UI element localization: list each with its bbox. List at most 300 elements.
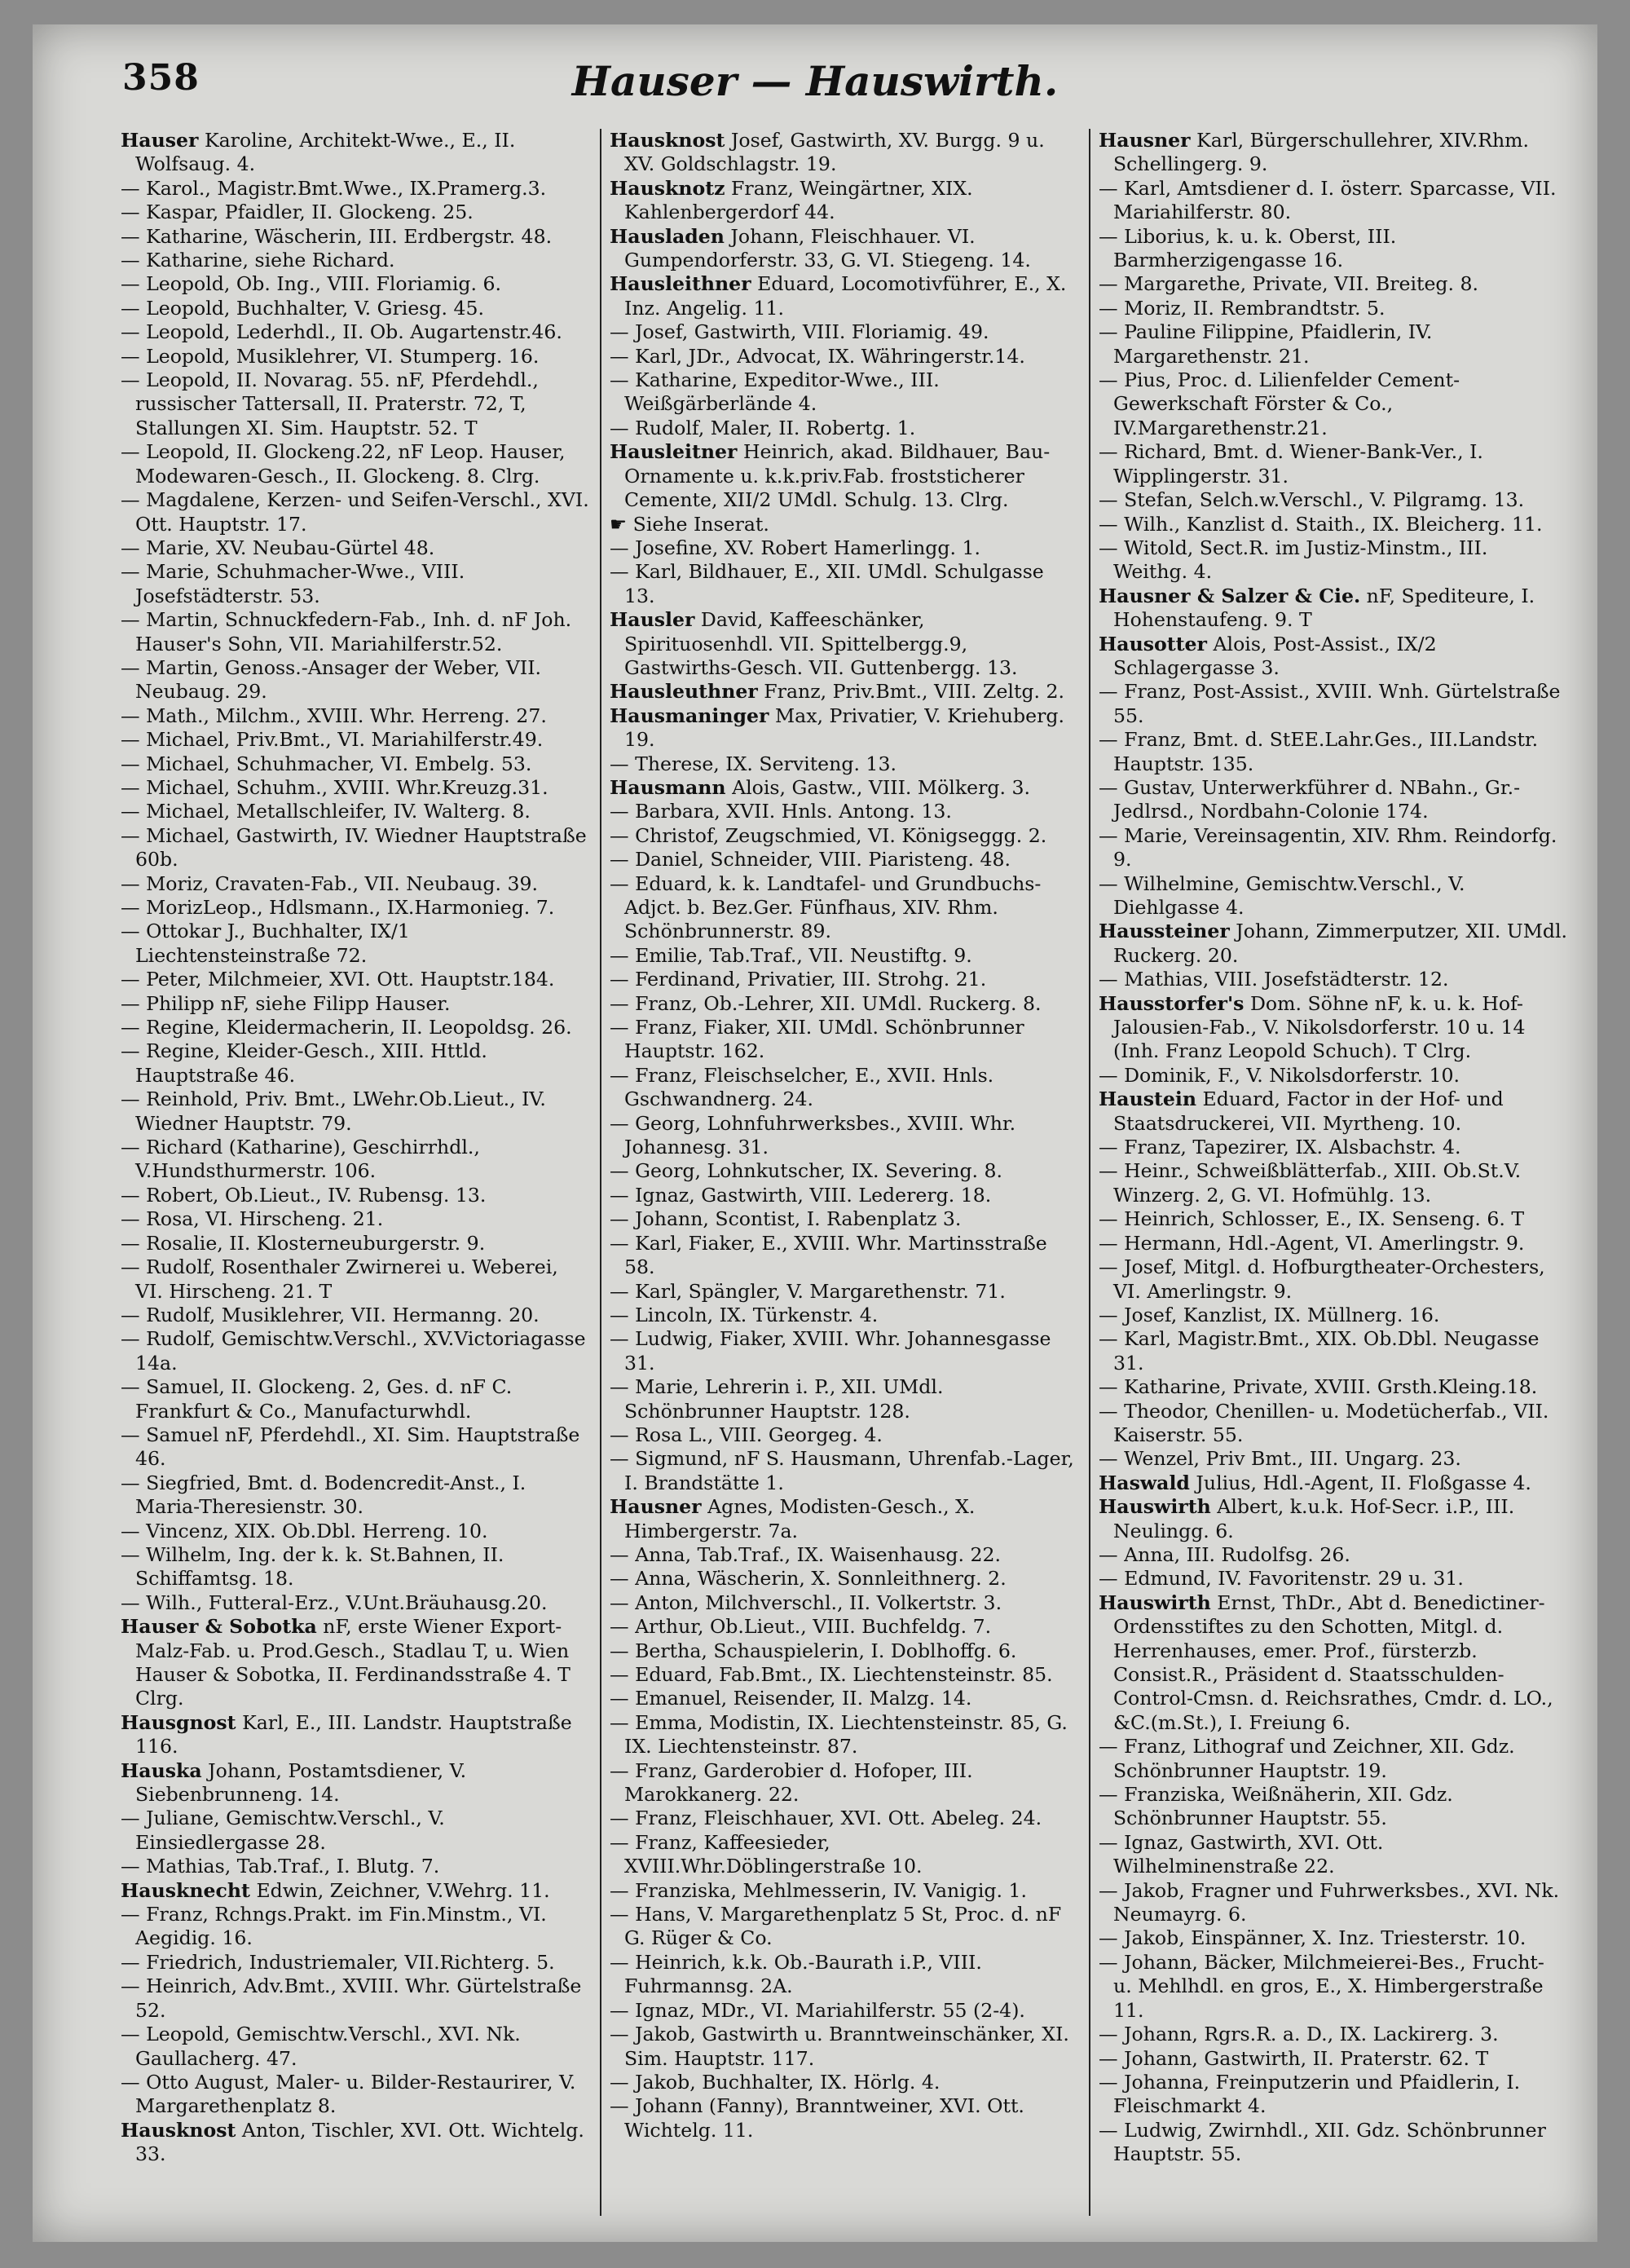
entry-text: — Mathias, Tab.Traf., I. Blutg. 7. xyxy=(121,1855,440,1878)
entry-text: — Karl, Magistr.Bmt., XIX. Ob.Dbl. Neugasse 31. xyxy=(1099,1327,1540,1374)
directory-entry xyxy=(610,608,1078,680)
entry-text: — Heinrich, Schlosser, E., IX. Senseng. 6. T xyxy=(1099,1207,1525,1231)
directory-entry xyxy=(121,2023,589,2071)
entry-text: — Edmund, IV. Favoritenstr. 29 u. 31. xyxy=(1099,1567,1464,1591)
entry-text: — Karl, JDr., Advocat, IX. Währingerstr.14. xyxy=(610,344,1025,368)
directory-entry xyxy=(121,1615,589,1711)
directory-entry xyxy=(121,368,589,440)
entry-text: — Ludwig, Zwirnhdl., XII. Gdz. Schönbrunner Hauptstr. 55. xyxy=(1099,2118,1546,2166)
entry-text: — Liborius, k. u. k. Oberst, III. Barmherzigengasse 16. xyxy=(1099,224,1397,272)
entry-text: — Vincenz, XIX. Ob.Dbl. Herreng. 10. xyxy=(121,1519,488,1542)
directory-entry xyxy=(121,536,589,560)
entry-text: — Anna, Tab.Traf., IX. Waisenhausg. 22. xyxy=(610,1542,1002,1566)
entry-text: — Marie, Schuhmacher-Wwe., VIII. Josefstädterstr. 53. xyxy=(121,560,465,607)
entry-text: — Moriz, II. Rembrandtstr. 5. xyxy=(1099,296,1386,320)
entry-text: — Franziska, Mehlmesserin, IV. Vanigig. 1. xyxy=(610,1878,1028,1902)
entry-text: — Marie, Vereinsagentin, XIV. Rhm. Reindorfg. 9. xyxy=(1099,823,1557,871)
entry-text: — Michael, Schuhmacher, VI. Embelg. 53. xyxy=(121,752,532,775)
entry-text: — Georg, Lohnfuhrwerksbes., XVIII. Whr. Johannesg. 31. xyxy=(610,1111,1016,1159)
entry-text: — Katharine, siehe Richard. xyxy=(121,249,395,272)
entry-text: — Franz, Fiaker, XII. UMdl. Schönbrunner Hauptstr. 162. xyxy=(610,1016,1024,1063)
directory-entry xyxy=(121,2071,589,2119)
entry-text: — Josef, Kanzlist, IX. Müllnerg. 16. xyxy=(1099,1303,1440,1326)
directory-entry xyxy=(610,1591,1078,1615)
column-1 xyxy=(121,129,589,2224)
directory-entry xyxy=(121,1184,589,1207)
entry-text: — Emma, Modistin, IX. Liechtensteinstr. 85, G. IX. Liechtensteinstr. 87. xyxy=(610,1710,1068,1758)
entry-text: Dom. Söhne nF, k. u. k. Hof-Jalousien-Fab., V. Nikolsdorferstr. 10 u. 14 (Inh. Franz Leopold Schuch). T Clrg. xyxy=(1113,991,1526,1063)
entry-text: — Peter, Milchmeier, XVI. Ott. Hauptstr.184. xyxy=(121,968,555,991)
directory-page xyxy=(33,24,1597,2242)
entry-surname: Hausleitner xyxy=(610,440,738,464)
directory-entry xyxy=(1099,2119,1567,2167)
entry-text: — Gustav, Unterwerkführer d. NBahn., Gr.-Jedlrsd., Nordbahn-Colonie 174. xyxy=(1099,775,1521,823)
entry-text: — Rudolf, Gemischtw.Verschl., XV.Victoriagasse 14a. xyxy=(121,1327,586,1374)
entry-text: — Philipp nF, siehe Filipp Hauser. xyxy=(121,991,451,1015)
directory-entry xyxy=(610,368,1078,417)
directory-entry xyxy=(610,1543,1078,1567)
directory-entry xyxy=(1099,1735,1567,1783)
entry-surname: Hausladen xyxy=(610,224,725,248)
entry-surname: Hausmann xyxy=(610,775,726,799)
directory-entry xyxy=(610,129,1078,177)
directory-entry xyxy=(1099,1447,1567,1471)
directory-entry xyxy=(610,1280,1078,1304)
entry-text: — Jakob, Fragner und Fuhrwerksbes., XVI. Nk. Neumayrg. 6. xyxy=(1099,1878,1560,1926)
directory-entry xyxy=(610,1495,1078,1543)
directory-entry xyxy=(610,272,1078,320)
directory-entry xyxy=(121,704,589,728)
entry-text: — Leopold, Musiklehrer, VI. Stumperg. 16. xyxy=(121,344,540,368)
directory-entry xyxy=(121,920,589,968)
entry-text: — Eduard, k. k. Landtafel- und Grundbuchs-Adjct. b. Bez.Ger. Fünfhaus, XIV. Rhm. Schönbrunnerstr. 89. xyxy=(610,871,1042,943)
directory-entry xyxy=(610,1903,1078,1951)
directory-entry xyxy=(121,1136,589,1184)
entry-text: — Ignaz, MDr., VI. Mariahilferstr. 55 (2-4). xyxy=(610,1998,1025,2022)
directory-entry xyxy=(610,1159,1078,1183)
entry-surname: Hauser & Sobotka xyxy=(121,1615,317,1639)
entry-text: — Michael, Gastwirth, IV. Wiedner Hauptstraße 60b. xyxy=(121,823,587,871)
entry-text: — Karl, Fiaker, E., XVIII. Whr. Martinsstraße 58. xyxy=(610,1231,1047,1279)
directory-entry xyxy=(121,1975,589,2023)
entry-text: — Magdalene, Kerzen- und Seifen-Verschl., XVI. Ott. Hauptstr. 17. xyxy=(121,488,589,536)
directory-entry xyxy=(610,968,1078,991)
entry-surname: Haswald xyxy=(1099,1471,1190,1494)
entry-text: — Michael, Schuhm., XVIII. Whr.Kreuzg.31. xyxy=(121,775,548,799)
entry-text: Heinrich, akad. Bildhauer, Bau-Ornamente u. k.k.priv.Fab. froststicherer Cemente, XII/2 UMdl. Schulg. 13. Clrg. xyxy=(624,440,1051,512)
directory-entry xyxy=(610,560,1078,608)
entry-text: — Franz, Fleischselcher, E., XVII. Hnls. Gschwandnerg. 24. xyxy=(610,1063,994,1111)
entry-text: — Franz, Ob.-Lehrer, XII. UMdl. Ruckerg. 8. xyxy=(610,991,1042,1015)
directory-entry xyxy=(121,129,589,177)
directory-entry xyxy=(610,1951,1078,1999)
entry-text: — Johann (Fanny), Branntweiner, XVI. Ott. Wichtelg. 11. xyxy=(610,2094,1024,2142)
page-header xyxy=(33,57,1597,122)
directory-entry xyxy=(610,1759,1078,1807)
entry-text: — Heinr., Schweißblätterfab., XIII. Ob.St.V. Winzerg. 2, G. VI. Hofmühlg. 13. xyxy=(1099,1159,1522,1207)
entry-text: — Katharine, Private, XVIII. Grsth.Kleing.18. xyxy=(1099,1375,1538,1399)
directory-entry xyxy=(1099,368,1567,440)
entry-text: — Leopold, Gemischtw.Verschl., XVI. Nk. Gaullacherg. 47. xyxy=(121,2023,521,2070)
entry-text: — Leopold, Ob. Ing., VIII. Floriamig. 6. xyxy=(121,272,501,296)
entry-text: nF, erste Wiener Export-Malz-Fab. u. Prod.Gesch., Stadlau T, u. Wien Hauser & Sobotka, II. Ferdinandsstraße 4. T Clrg. xyxy=(135,1615,570,1710)
entry-text: — Jakob, Gastwirth u. Branntweinschänker, XI. Sim. Hauptstr. 117. xyxy=(610,2023,1069,2070)
directory-entry xyxy=(121,1255,589,1304)
entry-surname: Haustein xyxy=(1099,1088,1197,1111)
directory-entry xyxy=(610,2094,1078,2142)
directory-entry xyxy=(610,440,1078,512)
directory-entry xyxy=(1099,488,1567,512)
directory-entry xyxy=(121,968,589,991)
entry-surname: Hausotter xyxy=(1099,632,1207,655)
directory-entry xyxy=(121,992,589,1016)
entry-text: Johann, Zimmerputzer, XII. UMdl. Ruckerg. 20. xyxy=(1113,920,1567,967)
directory-entry xyxy=(121,201,589,224)
entry-text: — Barbara, XVII. Hnls. Antong. 13. xyxy=(610,800,952,823)
directory-entry xyxy=(610,1327,1078,1375)
entry-text: — Stefan, Selch.w.Verschl., V. Pilgramg. 13. xyxy=(1099,488,1525,512)
entry-text: — Friedrich, Industriemaler, VII.Richterg. 5. xyxy=(121,1950,555,1974)
entry-text: Agnes, Modisten-Gesch., X. Himbergerstr. 7a. xyxy=(624,1495,976,1542)
entry-text: — Michael, Priv.Bmt., VI. Mariahilferstr.49. xyxy=(121,728,544,752)
directory-entry xyxy=(610,776,1078,800)
entry-text: ☛ Siehe Inserat. xyxy=(610,512,769,536)
entry-columns xyxy=(121,129,1571,2224)
directory-entry xyxy=(1099,1159,1567,1207)
entry-text: — Otto August, Maler- u. Bilder-Restaurirer, V. Margarethenplatz 8. xyxy=(121,2070,576,2118)
entry-text: — Ludwig, Fiaker, XVIII. Whr. Johannesgasse 31. xyxy=(610,1327,1051,1374)
directory-entry xyxy=(1099,585,1567,633)
entry-surname: Hausner xyxy=(1099,129,1191,152)
directory-entry xyxy=(121,1016,589,1039)
directory-entry xyxy=(610,944,1078,968)
entry-text: — Emilie, Tab.Traf., VII. Neustiftg. 9. xyxy=(610,943,972,967)
entry-surname: Hausler xyxy=(610,608,695,632)
entry-text: — Samuel nF, Pferdehdl., XI. Sim. Hauptstraße 46. xyxy=(121,1423,580,1471)
entry-surname: Hausstorfer's xyxy=(1099,991,1245,1015)
directory-entry xyxy=(1099,776,1567,824)
directory-entry xyxy=(610,1999,1078,2023)
column-3 xyxy=(1099,129,1567,2224)
directory-entry xyxy=(1099,920,1567,968)
directory-entry xyxy=(121,608,589,656)
directory-entry xyxy=(121,560,589,608)
directory-entry xyxy=(121,1591,589,1615)
directory-entry xyxy=(610,2071,1078,2094)
directory-entry xyxy=(1099,297,1567,320)
entry-text: Franz, Priv.Bmt., VIII. Zeltg. 2. xyxy=(757,680,1065,704)
entry-text: — Theodor, Chenillen- u. Modetücherfab., VII. Kaiserstr. 55. xyxy=(1099,1399,1549,1446)
entry-text: — Richard, Bmt. d. Wiener-Bank-Ver., I. Wipplingerstr. 31. xyxy=(1099,440,1483,488)
entry-text: Albert, k.u.k. Hof-Secr. i.P., III. Neulingg. 6. xyxy=(1113,1495,1515,1542)
entry-text: — Jakob, Buchhalter, IX. Hörlg. 4. xyxy=(610,2070,941,2094)
entry-surname: Hausmaninger xyxy=(610,704,769,727)
directory-entry xyxy=(1099,1591,1567,1735)
entry-text: — Witold, Sect.R. im Justiz-Minstm., III. Weithg. 4. xyxy=(1099,536,1488,584)
entry-text: — Johann, Gastwirth, II. Praterstr. 62. T xyxy=(1099,2046,1489,2070)
entry-text: — Katharine, Wäscherin, III. Erdbergstr. 48. xyxy=(121,224,553,248)
directory-entry xyxy=(610,992,1078,1016)
entry-surname: Hauser xyxy=(121,129,199,152)
directory-entry xyxy=(1099,1400,1567,1448)
directory-entry xyxy=(1099,1375,1567,1399)
entry-text: — Franziska, Weißnäherin, XII. Gdz. Schönbrunner Hauptstr. 55. xyxy=(1099,1783,1453,1830)
directory-entry xyxy=(610,320,1078,344)
directory-entry xyxy=(1099,2047,1567,2071)
entry-text: — Franz, Tapezirer, IX. Alsbachstr. 4. xyxy=(1099,1136,1461,1159)
entry-text: — Siegfried, Bmt. d. Bodencredit-Anst., I. Maria-Theresienstr. 30. xyxy=(121,1471,526,1519)
directory-entry xyxy=(610,1423,1078,1447)
directory-entry xyxy=(1099,1567,1567,1591)
directory-entry xyxy=(610,1807,1078,1830)
directory-entry xyxy=(610,704,1078,752)
entry-text: Johann, Postamtsdiener, V. Siebenbrunneng. 14. xyxy=(135,1758,467,1807)
directory-entry xyxy=(121,297,589,320)
entry-surname: Hausgnost xyxy=(121,1710,236,1734)
entry-text: — Franz, Kaffeesieder, XVIII.Whr.Döblingerstraße 10. xyxy=(610,1830,923,1878)
directory-entry xyxy=(121,1951,589,1975)
directory-entry xyxy=(1099,1879,1567,1927)
entry-text: — Leopold, Buchhalter, V. Griesg. 45. xyxy=(121,296,485,320)
entry-text: — Leopold, Lederhdl., II. Ob. Augartenstr.46. xyxy=(121,320,562,344)
entry-text: — Hans, V. Margarethenplatz 5 St, Proc. d. nF G. Rüger & Co. xyxy=(610,1903,1062,1950)
directory-entry xyxy=(121,896,589,920)
directory-entry xyxy=(1099,1232,1567,1255)
entry-text: — Eduard, Fab.Bmt., IX. Liechtensteinstr. 85. xyxy=(610,1663,1053,1686)
directory-entry xyxy=(1099,824,1567,872)
entry-text: — Christof, Zeugschmied, VI. Königseggg. 2. xyxy=(610,823,1047,847)
entry-text: — Franz, Lithograf und Zeichner, XII. Gdz. Schönbrunner Hauptstr. 19. xyxy=(1099,1735,1515,1782)
directory-entry xyxy=(121,1039,589,1088)
entry-text: — Samuel, II. Glockeng. 2, Ges. d. nF C. Frankfurt & Co., Manufacturwhdl. xyxy=(121,1375,513,1423)
entry-text: — Ignaz, Gastwirth, XVI. Ott. Wilhelminenstraße 22. xyxy=(1099,1830,1384,1878)
directory-entry xyxy=(610,680,1078,704)
directory-entry xyxy=(610,2023,1078,2071)
entry-text: — Martin, Genoss.-Ansager der Weber, VII. Neubaug. 29. xyxy=(121,655,542,704)
entry-text: — Anna, Wäscherin, X. Sonnleithnerg. 2. xyxy=(610,1567,1007,1591)
directory-entry xyxy=(1099,1136,1567,1159)
entry-text: — Wilh., Futteral-Erz., V.Unt.Bräuhausg.20. xyxy=(121,1591,548,1614)
directory-entry xyxy=(610,1064,1078,1112)
entry-text: — Hermann, Hdl.-Agent, VI. Amerlingstr. 9. xyxy=(1099,1231,1525,1255)
entry-text: — Robert, Ob.Lieut., IV. Rubensg. 13. xyxy=(121,1183,487,1207)
entry-text: — Rosa L., VIII. Georgeg. 4. xyxy=(610,1423,883,1446)
entry-text: — Rudolf, Musiklehrer, VII. Hermanng. 20. xyxy=(121,1303,540,1326)
directory-entry xyxy=(610,1232,1078,1280)
directory-entry xyxy=(610,225,1078,273)
entry-text: — Therese, IX. Serviteng. 13. xyxy=(610,752,896,775)
entry-text: — Marie, Lehrerin i. P., XII. UMdl. Schönbrunner Hauptstr. 128. xyxy=(610,1375,944,1423)
entry-text: — Dominik, F., V. Nikolsdorferstr. 10. xyxy=(1099,1063,1460,1087)
entry-text: — Anton, Milchverschl., II. Volkertstr. 3. xyxy=(610,1591,1002,1614)
directory-entry xyxy=(610,1184,1078,1207)
entry-text: — Arthur, Ob.Lieut., VIII. Buchfeldg. 7. xyxy=(610,1615,992,1639)
entry-text: — Wenzel, Priv Bmt., III. Ungarg. 23. xyxy=(1099,1447,1461,1471)
directory-entry xyxy=(121,1327,589,1375)
entry-text: — Josef, Gastwirth, VIII. Floriamig. 49. xyxy=(610,320,989,344)
directory-entry xyxy=(121,488,589,536)
entry-text: — Sigmund, nF S. Hausmann, Uhrenfab.-Lager, I. Brandstätte 1. xyxy=(610,1447,1074,1494)
directory-entry xyxy=(121,800,589,823)
entry-text: — Josef, Mitgl. d. Hofburgtheater-Orchesters, VI. Amerlingstr. 9. xyxy=(1099,1255,1545,1303)
entry-text: — Johanna, Freinputzerin und Pfaidlerin, I. Fleischmarkt 4. xyxy=(1099,2070,1521,2118)
directory-entry xyxy=(610,752,1078,776)
entry-text: — Moriz, Cravaten-Fab., VII. Neubaug. 39. xyxy=(121,871,539,895)
entry-text: — Rosalie, II. Klosterneuburgerstr. 9. xyxy=(121,1231,486,1255)
directory-entry xyxy=(610,1615,1078,1639)
entry-text: — Michael, Metallschleifer, IV. Walterg. 8. xyxy=(121,800,531,823)
entry-text: — Franz, Garderobier d. Hofoper, III. Marokkanerg. 22. xyxy=(610,1758,973,1807)
directory-entry xyxy=(610,536,1078,560)
directory-entry xyxy=(1099,320,1567,368)
directory-entry xyxy=(121,872,589,896)
directory-entry xyxy=(610,1375,1078,1423)
directory-entry xyxy=(610,345,1078,368)
directory-entry xyxy=(610,1687,1078,1710)
directory-entry xyxy=(121,728,589,752)
entry-text: — Richard (Katharine), Geschirrhdl., V.Hundsthurmerstr. 106. xyxy=(121,1136,480,1183)
directory-entry xyxy=(610,417,1078,440)
entry-text: — Franz, Post-Assist., XVIII. Wnh. Gürtelstraße 55. xyxy=(1099,680,1561,727)
directory-entry xyxy=(1099,272,1567,296)
directory-entry xyxy=(1099,1472,1567,1495)
entry-text: — Heinrich, k.k. Ob.-Baurath i.P., VIII. Fuhrmannsg. 2A. xyxy=(610,1950,982,1998)
directory-entry xyxy=(121,1759,589,1807)
entry-text: David, Kaffeeschänker, Spirituosenhdl. VII. Spittelbergg.9, Gastwirths-Gesch. VII. Guttenbergg. 13. xyxy=(624,608,1018,679)
directory-entry xyxy=(610,1639,1078,1663)
entry-text: — Math., Milchm., XVIII. Whr. Herreng. 27. xyxy=(121,704,547,727)
directory-entry xyxy=(121,225,589,249)
entry-text: — Katharine, Expeditor-Wwe., III. Weißgärberlände 4. xyxy=(610,368,940,416)
directory-entry xyxy=(1099,1543,1567,1567)
entry-text: — Bertha, Schauspielerin, I. Doblhoffg. 6. xyxy=(610,1639,1017,1662)
entry-text: — Franz, Bmt. d. StEE.Lahr.Ges., III.Landstr. Hauptstr. 135. xyxy=(1099,728,1539,775)
directory-entry xyxy=(610,513,1078,536)
directory-entry xyxy=(610,1711,1078,1759)
entry-surname: Hausknotz xyxy=(610,176,725,200)
directory-entry xyxy=(610,1016,1078,1064)
entry-text: — Marie, XV. Neubau-Gürtel 48. xyxy=(121,536,435,559)
directory-entry xyxy=(121,1207,589,1231)
directory-entry xyxy=(121,345,589,368)
entry-text: Josef, Gastwirth, XV. Burgg. 9 u. XV. Goldschlagstr. 19. xyxy=(624,129,1045,176)
entry-text: — Emanuel, Reisender, II. Malzg. 14. xyxy=(610,1687,972,1710)
entry-text: — Wilh., Kanzlist d. Staith., IX. Bleicherg. 11. xyxy=(1099,512,1543,536)
entry-surname: Hausknost xyxy=(121,2118,236,2142)
entry-text: Edwin, Zeichner, V.Wehrg. 11. xyxy=(249,1878,550,1902)
directory-entry xyxy=(121,2119,589,2167)
entry-text: — Wilhelm, Ing. der k. k. St.Bahnen, II. Schiffamtsg. 18. xyxy=(121,1542,504,1591)
entry-text: Karl, E., III. Landstr. Hauptstraße 116. xyxy=(135,1710,572,1758)
entry-text: — Johann, Bäcker, Milchmeierei-Bes., Frucht- u. Mehlhdl. en gros, E., X. Himbergerstraße 11. xyxy=(1099,1950,1544,2022)
directory-entry xyxy=(610,1879,1078,1903)
directory-entry xyxy=(121,320,589,344)
entry-surname: Hausleithner xyxy=(610,272,751,296)
entry-text: — Franz, Fleischhauer, XVI. Ott. Abeleg. 24. xyxy=(610,1807,1042,1830)
entry-surname: Hausner & Salzer & Cie. xyxy=(1099,584,1361,607)
directory-entry xyxy=(1099,1304,1567,1327)
entry-text: — Mathias, VIII. Josefstädterstr. 12. xyxy=(1099,968,1449,991)
directory-entry xyxy=(121,1375,589,1423)
directory-entry xyxy=(1099,1495,1567,1543)
entry-text: — Kaspar, Pfaidler, II. Glockeng. 25. xyxy=(121,201,474,224)
entry-text: — Regine, Kleider-Gesch., XIII. Httld. Hauptstraße 46. xyxy=(121,1039,487,1087)
directory-entry xyxy=(1099,1064,1567,1088)
directory-entry xyxy=(121,1807,589,1855)
directory-entry xyxy=(1099,872,1567,920)
column-divider xyxy=(1089,129,1090,2216)
directory-entry xyxy=(1099,2023,1567,2046)
directory-entry xyxy=(610,177,1078,225)
entry-text: Johann, Fleischhauer. VI. Gumpendorferstr. 33, G. VI. Stiegeng. 14. xyxy=(624,224,1031,272)
entry-text: Eduard, Factor in der Hof- und Staatsdruckerei, VII. Myrtheng. 10. xyxy=(1113,1088,1504,1135)
directory-entry xyxy=(121,1304,589,1327)
directory-entry xyxy=(610,872,1078,944)
entry-text: — Pius, Proc. d. Lilienfelder Cement-Gewerkschaft Förster & Co., IV.Margarethenstr.21. xyxy=(1099,368,1460,439)
directory-entry xyxy=(1099,129,1567,177)
entry-text: — Rudolf, Rosenthaler Zwirnerei u. Weberei, VI. Hirscheng. 21. T xyxy=(121,1255,558,1303)
entry-surname: Hauswirth xyxy=(1099,1591,1211,1614)
column-2 xyxy=(610,129,1078,2224)
entry-text: — Ignaz, Gastwirth, VIII. Ledererg. 18. xyxy=(610,1183,992,1207)
entry-text: Anton, Tischler, XVI. Ott. Wichtelg. 33. xyxy=(135,2118,584,2166)
directory-entry xyxy=(121,249,589,272)
directory-entry xyxy=(1099,1951,1567,2023)
directory-entry xyxy=(121,1472,589,1520)
directory-entry xyxy=(1099,968,1567,991)
entry-text: — MorizLeop., Hdlsmann., IX.Harmonieg. 7. xyxy=(121,896,555,919)
entry-text: — Regine, Kleidermacherin, II. Leopoldsg. 26. xyxy=(121,1016,572,1039)
directory-entry xyxy=(1099,2071,1567,2119)
entry-surname: Hausleuthner xyxy=(610,680,758,704)
entry-surname: Hauswirth xyxy=(1099,1495,1211,1519)
entry-text: — Rosa, VI. Hirscheng. 21. xyxy=(121,1207,384,1231)
entry-text: Franz, Weingärtner, XIX. Kahlenbergerdorf 44. xyxy=(624,176,973,224)
entry-surname: Hausknost xyxy=(610,129,725,152)
column-divider xyxy=(600,129,601,2216)
entry-text: — Jakob, Einspänner, X. Inz. Triesterstr. 10. xyxy=(1099,1926,1526,1950)
entry-text: — Leopold, II. Novarag. 55. nF, Pferdehdl., russischer Tattersall, II. Praterstr. 72, T, Stallungen XI. Sim. Hauptstr. 52. T xyxy=(121,368,539,439)
directory-entry xyxy=(1099,440,1567,488)
entry-text: — Pauline Filippine, Pfaidlerin, IV. Margarethenstr. 21. xyxy=(1099,320,1433,368)
directory-entry xyxy=(1099,1831,1567,1879)
entry-text: — Margarethe, Private, VII. Breiteg. 8. xyxy=(1099,272,1479,296)
entry-text: nF, Spediteure, I. Hohenstaufeng. 9. T xyxy=(1113,584,1535,632)
entry-text: — Ferdinand, Privatier, III. Strohg. 21. xyxy=(610,968,987,991)
directory-entry xyxy=(1099,1783,1567,1831)
page-number: 358 xyxy=(122,57,200,99)
directory-entry xyxy=(1099,513,1567,536)
directory-entry xyxy=(121,1088,589,1136)
directory-entry xyxy=(1099,1327,1567,1375)
directory-entry xyxy=(121,1879,589,1903)
entry-text: — Karol., Magistr.Bmt.Wwe., IX.Pramerg.3. xyxy=(121,176,547,200)
entry-surname: Hausner xyxy=(610,1495,702,1519)
directory-entry xyxy=(610,1663,1078,1687)
entry-surname: Hauska xyxy=(121,1758,202,1782)
entry-text: — Franz, Rchngs.Prakt. im Fin.Minstm., VI. Aegidig. 16. xyxy=(121,1903,547,1950)
entry-text: Julius, Hdl.-Agent, II. Floßgasse 4. xyxy=(1189,1471,1531,1494)
directory-entry xyxy=(1099,1255,1567,1304)
entry-text: — Rudolf, Maler, II. Robertg. 1. xyxy=(610,416,916,439)
entry-text: Eduard, Locomotivführer, E., X. Inz. Angelig. 11. xyxy=(624,272,1067,320)
entry-surname: Haussteiner xyxy=(1099,920,1230,943)
running-title: Hauser — Hauswirth. xyxy=(571,57,1059,105)
directory-entry xyxy=(610,1831,1078,1879)
entry-text: — Wilhelmine, Gemischtw.Verschl., V. Diehlgasse 4. xyxy=(1099,871,1465,919)
entry-text: — Karl, Bildhauer, E., XII. UMdl. Schulgasse 13. xyxy=(610,560,1044,607)
entry-surname: Hausknecht xyxy=(121,1878,250,1902)
